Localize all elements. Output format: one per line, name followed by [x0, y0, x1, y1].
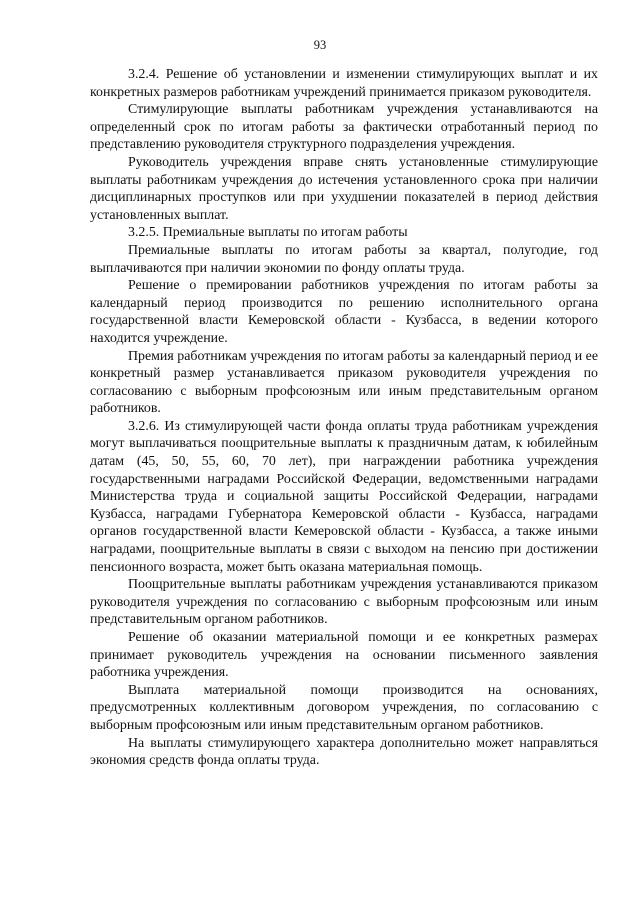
paragraph-3-2-6: 3.2.6. Из стимулирующей части фонда оплаты труда работникам учреждения могут выплачиваться поощрительные выплаты к праздничным датам, к юбилейным датам (45, 50, 55, 60, 70 лет), при награждении работника учреждения государственными наградами Российской Федерации, ведомственными наградами Министерства труда и социальной защиты Российской Федерации, наградами Кузбасса, наградами Губернатора Кемеровской области - Кузбасса, наградами органов государственной власти Кемеровской области - Кузбасса, а также иными наградами, поощрительные выплаты в связи с выходом на пенсию при достижении пенсионного возраста, может быть оказана материальная помощь.	[90, 418, 598, 575]
paragraph-3-2-4: 3.2.4. Решение об установлении и изменении стимулирующих выплат и их конкретных размеров работникам учреждений принимается приказом руководителя.	[90, 67, 598, 100]
page-number: 93	[313, 38, 327, 52]
document-body	[90, 66, 598, 770]
paragraph: Решение о премировании работников учреждения по итогам работы за календарный период производится по решению исполнительного органа государственной власти Кемеровской области - Кузбасса, в ведении которого находится учреждение.	[90, 278, 598, 346]
section-heading-3-2-5: 3.2.5. Премиальные выплаты по итогам работы	[128, 225, 408, 241]
paragraph: Выплата материальной помощи производится на основаниях, предусмотренных коллективным договором учреждения, по согласованию с выборным профсоюзным или иным представительным органом работников.	[90, 682, 598, 733]
paragraph: Премия работникам учреждения по итогам работы за календарный период и ее конкретный размер устанавливается приказом руководителя учреждения по согласованию с выборным профсоюзным или иным представительным органом работников.	[90, 348, 598, 417]
paragraph: Премиальные выплаты по итогам работы за квартал, полугодие, год выплачиваются при наличии экономии по фонду оплаты труда.	[90, 242, 598, 276]
paragraph: Руководитель учреждения вправе снять установленные стимулирующие выплаты работникам учреждения до истечения установленного срока при наличии дисциплинарных проступков или при ухудшении показателей в период действия установленных выплат.	[90, 154, 598, 223]
paragraph: Решение об оказании материальной помощи и ее конкретных размерах принимает руководитель учреждения на основании письменного заявления работника учреждения.	[90, 630, 598, 681]
paragraph: Поощрительные выплаты работникам учреждения устанавливаются приказом руководителя учреждения по согласованию с выборным профсоюзным или иным представительным органом работников.	[90, 577, 598, 628]
paragraph: На выплаты стимулирующего характера дополнительно может направляться экономия средств фонда оплаты труда.	[90, 735, 598, 769]
paragraph: Стимулирующие выплаты работникам учреждения устанавливаются на определенный срок по итогам работы за фактически отработанный период по представлению руководителя структурного подразделения учреждения.	[90, 102, 598, 153]
